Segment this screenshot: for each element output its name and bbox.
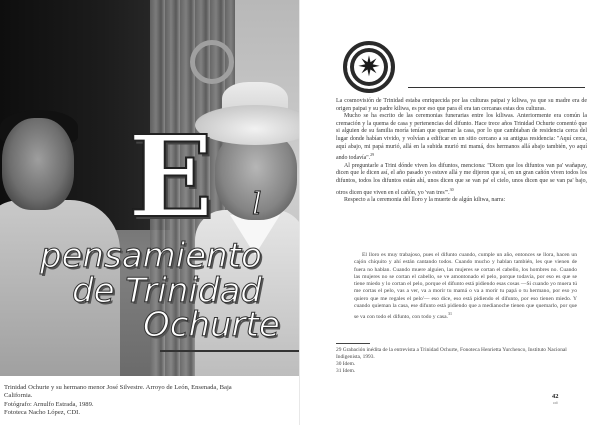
footnote-rule xyxy=(336,343,370,344)
footnote-ref: 31 xyxy=(447,311,452,317)
caption-line: Trinidad Ochurte y su hermano menor José Silvestre. Arroyo de León, Ensenada, Baja xyxy=(4,384,232,391)
footnote-29: 29 Grabación inédita de la entrevista a Trinidad Ochurte, Fonoteca Henrietta Yurchenco, Instituto Nacional Indigenista, 1993. xyxy=(336,347,567,360)
star-ornament-icon: ✷ xyxy=(357,50,381,83)
page-number: 42 xyxy=(552,393,559,400)
title-line-2: de Trinidad xyxy=(72,271,262,311)
footnotes xyxy=(336,347,586,375)
paragraph: La cosmovisión de Trinidad estaba enriquecida por las culturas paipai y kiliwa, ya que su madre era de origen paipai y su padre kiliwa, es por eso que para él era tan cercanas estas dos culturas. xyxy=(336,98,587,112)
footnote-31: 31 Idem. xyxy=(336,368,356,374)
photo-caption xyxy=(4,384,294,418)
footnote-ref: 30 xyxy=(449,186,454,192)
footnote-ref: 29 xyxy=(370,152,375,158)
header-rule xyxy=(408,87,585,88)
title-drop-suffix: l xyxy=(252,187,262,222)
title-line-3: Ochurte xyxy=(143,305,280,345)
article-body xyxy=(336,98,587,205)
footnote-30: 30 Idem. xyxy=(336,361,356,367)
caption-photographer: Fotógrafo: Arnulfo Estrada, 1989. xyxy=(4,400,94,408)
title-underline xyxy=(160,350,305,352)
quote-body: El lloro es muy trabajoso, pues el difunto cuando, cumple un año, entonces se llora, hacen un cajón chiquito y ahí están cantando todos. Cuando mucho y hablan también, les que vienen de fuera no hablan. Cuando muere alguien, las mujeres se cortan el cabello, los hombres no. Cuando las mujeres no se cortan el cabello, se ve amontonado el pelo, porque todavía, por eso es que se tiene miedo y lo cortan el pelo, porque el difunto está pidiendo esas cosas —Si cuando yo muera tú me cortas el pelo, vas a ver, va a morir tu mamá o va a morir tu papá o tu hermano, por eso yo quiero que me regales el pelo'— eso dice, eso está pidiendo el difunto, por eso tienen miedo. Y cuando quieman la casa, ese difunto está pidiendo que a medianoche tienen que quemarlo, por que se va con todo el difunto, con todo y casa. xyxy=(354,252,577,321)
quote-text xyxy=(354,252,577,322)
block-quote xyxy=(354,252,577,322)
paragraph-text: Al preguntarle a Trini dónde viven los difuntos, menciona: "Dicen que los difuntos van pa' wañapay, dicen que le dicen así, el año pasado yo estuve allá y me dijeron que sí, en un gran cañón viven todos los difuntos, todos los difuntos están ahí, unos dicen que se van pa' el cielo, unos dicen que se van pa' bajo, otros dicen que viven en el cañón, yo 'van tres'". xyxy=(336,162,587,196)
paragraph xyxy=(336,113,587,163)
paragraph-text: Mucho se ha escrito de las ceremonias funerarias entre los kiliwas. Anteriormente era común la cremación y la quema de casa y pertenencias del difunto. Hace trece años Trinidad Ochurte comentó que si alguien de su familia moría tenían que quemar la casa, por lo que cambiaban de residencia cerca del lugar donde habían vivido, y volvían a edificar en un sitio cercano a su antigua residencia: "Aquí cerca, aquí abajo, mi papá murió, allá en la subida murió mi mamá, dos hermanos allá abajo también, yo aquí ando todavía". xyxy=(336,113,587,162)
paragraph xyxy=(336,163,587,197)
title-line-1: pensamiento xyxy=(40,236,262,276)
man-left-face xyxy=(2,118,74,210)
caption-line: California. xyxy=(4,392,33,400)
paragraph: Respecto a la ceremonia del lloro y la muerte de algún kiliwa, narra: xyxy=(344,197,506,204)
title-drop-letter: E xyxy=(128,112,214,243)
caption-archive: Fototeca Nacho López, CDI. xyxy=(4,409,80,417)
page-footer-mark: cdi xyxy=(553,401,558,405)
hanging-rope-coil xyxy=(190,40,234,84)
